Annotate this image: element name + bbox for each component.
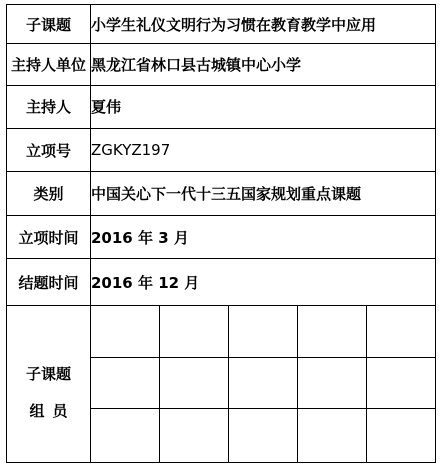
row-project-number <box>7 129 436 172</box>
member-cell <box>91 305 160 357</box>
label-project-number: 立项号 <box>7 129 91 172</box>
value-project-number: ZGKYZ197 <box>91 129 436 172</box>
label-subproject: 子课题 <box>7 5 91 44</box>
row-host-unit <box>7 44 436 85</box>
member-cell <box>160 305 229 357</box>
member-cell <box>160 409 229 463</box>
member-cell <box>367 305 436 357</box>
row-category <box>7 172 436 215</box>
label-members-line1: 子课题 <box>25 364 71 383</box>
member-cell <box>298 409 367 463</box>
label-category: 类别 <box>7 172 91 215</box>
member-cell <box>91 357 160 409</box>
member-cell <box>367 357 436 409</box>
label-host: 主持人 <box>7 85 91 128</box>
row-approval-time <box>7 215 436 258</box>
member-cell <box>367 409 436 463</box>
members-row <box>7 305 436 357</box>
row-completion-time <box>7 259 436 306</box>
label-members-line2: 组员 <box>29 401 76 420</box>
member-cell <box>91 409 160 463</box>
project-info-table <box>6 4 436 463</box>
member-cell <box>298 357 367 409</box>
label-members <box>7 305 91 462</box>
value-approval-time: 2016 年 3 月 <box>91 215 436 258</box>
member-cell <box>229 357 298 409</box>
member-cell <box>160 357 229 409</box>
value-category: 中国关心下一代十三五国家规划重点课题 <box>91 172 436 215</box>
member-cell <box>229 409 298 463</box>
member-cell <box>229 305 298 357</box>
row-subproject <box>7 5 436 44</box>
member-cell <box>298 305 367 357</box>
label-approval-time: 立项时间 <box>7 215 91 258</box>
value-host-unit: 黑龙江省林口县古城镇中心小学 <box>91 44 436 85</box>
value-completion-time: 2016 年 12 月 <box>91 259 436 306</box>
label-host-unit: 主持人单位 <box>7 44 91 85</box>
value-host: 夏伟 <box>91 85 436 128</box>
label-completion-time: 结题时间 <box>7 259 91 306</box>
row-host <box>7 85 436 128</box>
value-subproject: 小学生礼仪文明行为习惯在教育教学中应用 <box>91 5 436 44</box>
